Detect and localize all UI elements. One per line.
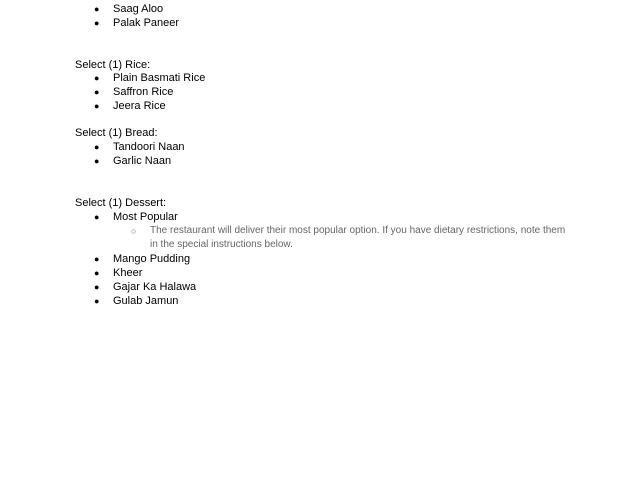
list-item-label: Gajar Ka Halawa (113, 281, 197, 293)
list-item-garlic-naan (94, 154, 171, 168)
list-item-label: Garlic Naan (113, 155, 172, 167)
bullet-icon: ● (94, 18, 100, 28)
bullet-icon: ● (94, 101, 100, 111)
list-item-label: Tandoori Naan (113, 141, 185, 153)
list-item-palak-paneer (94, 16, 179, 30)
list-item-gajar-ka-halawa (94, 280, 196, 294)
rice-heading: Select (1) Rice: (75, 59, 151, 71)
list-item-saffron-rice (94, 85, 173, 99)
bullet-icon: ● (94, 268, 100, 278)
bullet-icon: ● (94, 282, 100, 292)
bullet-icon: ● (94, 4, 100, 14)
list-item-label: Most Popular (113, 211, 178, 223)
list-item-plain-basmati-rice (94, 71, 205, 85)
bullet-icon: ● (94, 254, 100, 264)
list-item-label: Palak Paneer (113, 17, 180, 29)
bread-heading: Select (1) Bread: (75, 127, 158, 139)
hollow-bullet-icon: ○ (131, 226, 137, 236)
list-item-jeera-rice (94, 99, 166, 113)
bullet-icon: ● (94, 73, 100, 83)
list-item-kheer (94, 266, 142, 280)
list-item-saag-aloo (94, 2, 163, 16)
bullet-icon: ● (94, 212, 100, 222)
list-item-most-popular (94, 210, 178, 224)
dessert-heading: Select (1) Dessert: (75, 197, 167, 209)
list-item-label: Saag Aloo (113, 3, 164, 15)
bullet-icon: ● (94, 156, 100, 166)
list-item-gulab-jamun (94, 294, 178, 308)
bullet-icon: ● (94, 87, 100, 97)
list-item-label: Mango Pudding (113, 253, 191, 265)
list-item-label: Plain Basmati Rice (113, 72, 206, 84)
list-item-tandoori-naan (94, 140, 185, 154)
most-popular-note (131, 224, 571, 252)
list-item-label: Gulab Jamun (113, 295, 179, 307)
list-item-label: Jeera Rice (113, 100, 166, 112)
bullet-icon: ● (94, 142, 100, 152)
list-item-mango-pudding (94, 252, 190, 266)
list-item-label: Saffron Rice (113, 86, 174, 98)
most-popular-note-text: The restaurant will deliver their most popular option. If you have dietary restrictions, note them in the special instructions below. (150, 225, 566, 250)
list-item-label: Kheer (113, 267, 143, 279)
bullet-icon: ● (94, 296, 100, 306)
